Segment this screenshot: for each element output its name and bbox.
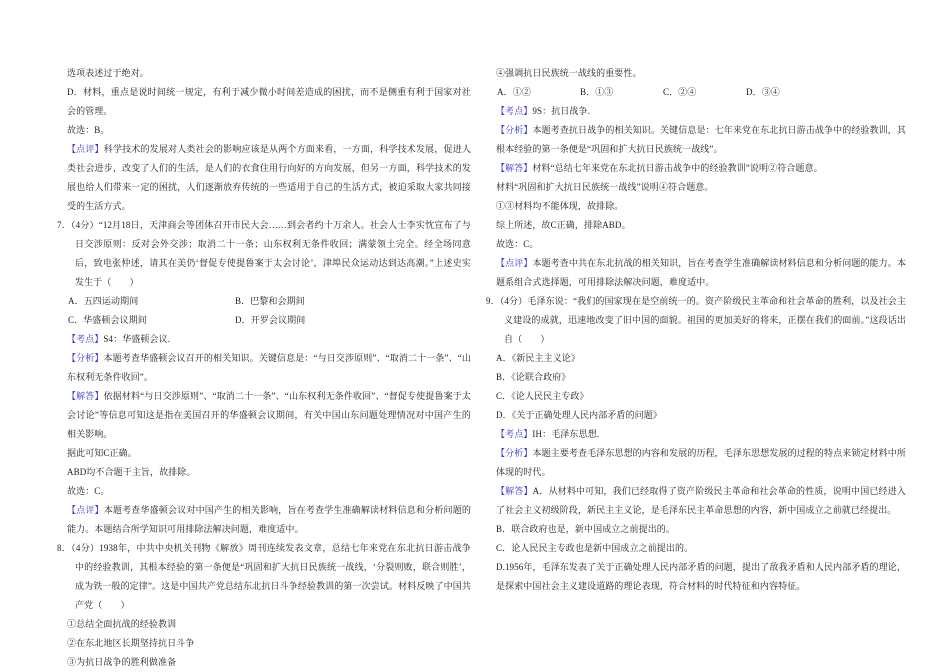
option: C．②④ [663, 87, 697, 97]
option: D．③④ [746, 87, 780, 97]
paragraph: D.1956年，毛泽东发表了关于正确处理人民内部矛盾的问题，提出了敌我矛盾和人民内部矛盾的理论，是探索中国社会主义建设道路的理论表现，符合材料的时代特征和内容特征。 [496, 562, 906, 591]
paragraph: 综上所述，故C正确，排除ABD。 [496, 220, 631, 230]
paragraph: 【点评】科学技术的发展对人类社会的影响应该是从两个方面来看，一方面，科学技术发展，促进人类社会进步，改变了人们的生活，是人们的衣食住用行向好的方向发展，但另一方面，科学技术的发展也给人们带来一定的困扰，人们逐渐放弃传统的一些适用于自己的生活方式，被迫采取大家共同接受的生活方式。 [67, 144, 471, 211]
section-label: 【点评】 [67, 505, 104, 515]
section-label: 【解答】 [496, 163, 533, 173]
paragraph: ①总结全面抗战的经验教训 [67, 619, 177, 629]
section-label: 【解答】 [496, 486, 533, 496]
paragraph: C．论人民民主专政也是新中国成立之前提出的。 [496, 543, 694, 553]
paragraph: 材料“巩固和扩大抗日民族统一战线”说明④符合题意。 [496, 182, 714, 192]
paragraph: ②在东北地区长期坚持抗日斗争 [67, 638, 195, 648]
paragraph: A．《新民主主义论》 [496, 353, 580, 363]
paragraph: 据此可知C正确。 [67, 448, 137, 458]
paragraph: 选项表述过于绝对。 [67, 68, 149, 78]
paragraph: 故选：B。 [67, 125, 110, 135]
paragraph: 【分析】本题考查抗日战争的相关知识。关键信息是：七年来党在东北抗日游击战争中的经验教训，其根本经验的第一条便是“巩固和扩大抗日民族统一战线”。 [496, 125, 906, 154]
section-label: 【分析】 [496, 448, 533, 458]
paragraph: 【分析】本题考查华盛顿会议召开的相关知识。关键信息是：“与日交涉原则”、“取消二十一条”、“山东权利无条件收回”。 [67, 353, 471, 382]
paragraph: 【点评】本题考查华盛顿会议对中国产生的相关影响，旨在考查学生准确解读材料信息和分析问题的能力。本题结合所学知识可用排除法解决问题，难度适中。 [67, 505, 471, 534]
paragraph: 故选：C。 [496, 239, 539, 249]
paragraph: D．材料，重点是说时间统一规定，有利于减少微小时间差造成的困扰，而不是侧重有利于国家对社会的管理。 [67, 87, 471, 116]
option: D．开罗会议期间 [235, 315, 306, 325]
left-column [57, 64, 471, 672]
section-label: 【点评】 [67, 144, 104, 154]
option: B．巴黎和会期间 [235, 296, 305, 306]
paragraph: 【考点】9S：抗日战争. [496, 106, 590, 116]
paragraph: ③为抗日战争的胜利做准备 [67, 657, 177, 667]
option: C．华盛顿会议期间 [68, 315, 147, 325]
paragraph: ABD均不合题干主旨，故排除。 [67, 467, 196, 477]
option: A．五四运动期间 [68, 296, 139, 306]
section-label: 【解答】 [67, 391, 104, 401]
paragraph: 【分析】本题主要考查毛泽东思想的内容和发展的历程，毛泽东思想发展的过程的特点来锁定材料中所体现的时代。 [496, 448, 906, 477]
option-row [497, 83, 906, 102]
paragraph: 【解答】依据材料“与日交涉原则”、“取消二十一条”、“山东权利无条件收回”、“督促专使提鲁案于太会讨论”等信息可知这是指在美国召开的华盛顿会议期间，有关中国山东问题处理情况对中国产生的相关影响。 [67, 391, 471, 439]
paragraph: B．联合政府也是，新中国成立之前提出的。 [496, 524, 676, 534]
paragraph: 【解答】A．从材料中可知，我们已经取得了资产阶级民主革命和社会革命的性质，说明中国已经进入了社会主义初级阶段，新民主主义论，是毛泽东民主革命思想的内容，新中国成立之前就已经提出。 [496, 486, 906, 515]
option: B．①③ [580, 87, 614, 97]
section-label: 【分析】 [67, 353, 104, 363]
section-label: 【考点】 [67, 334, 104, 344]
section-label: 【考点】 [496, 106, 533, 116]
paragraph: ④强调抗日民族统一战线的重要性。 [496, 68, 642, 78]
section-label: 【点评】 [496, 258, 533, 268]
paragraph: ①③材料均不能体现，故排除。 [496, 201, 624, 211]
paragraph: D．《关于正确处理人民内部矛盾的问题》 [496, 410, 662, 420]
section-label: 【考点】 [496, 429, 533, 439]
section-label: 【分析】 [496, 125, 533, 135]
question-item: 8．（4分）1938年，中共中央机关刊物《解放》周刊连续发表文章，总结七年来党在东北抗日游击战争中的经验教训，其根本经验的第一条便是“巩固和扩大抗日民族统一战线，‘分裂则败，联合则胜’，成为铁一般的定律”。这是中国共产党总结东北抗日斗争经验教训的第一次尝试。材料反映了中国共产党（ ） [57, 543, 471, 610]
paragraph: 【点评】本题考查中共在东北抗战的相关知识，旨在考查学生准确解读材料信息和分析问题的能力。本题系组合式选择题，可用排除法解决问题，难度适中。 [496, 258, 906, 287]
right-column [486, 64, 906, 596]
paragraph: 【解答】材料“总结七年来党在东北抗日游击战争中的经验教训”说明②符合题意。 [496, 163, 823, 173]
question-item: 7．（4分）“12月18日，天津商会等团体召开市民大会……到会者约十万余人。社会人士李实忱宣布了与日交涉原则：反对会外交涉；取消二十一条；山东权利无条件收回；满蒙领土完全。经全场同意后，致电张仲述，请其在美仍‘督促专使提鲁案于太会讨论’，津埠民众运动达到达高潮。”上述史实发生于（ ） [57, 220, 471, 287]
question-item: 9．（4分）毛泽东说：“我们的国家现在是空前统一的。资产阶级民主革命和社会革命的胜利，以及社会主义建设的成就，迅速地改变了旧中国的面貌。祖国的更加美好的将来，正摆在我们的面前。”这段话出自（ ） [486, 296, 906, 344]
paragraph: 【考点】S4：华盛顿会议. [67, 334, 171, 344]
paragraph: C．《论人民民主专政》 [496, 391, 589, 401]
paragraph: B．《论联合政府》 [496, 372, 571, 382]
option: A．①② [497, 87, 531, 97]
paragraph: 【考点】IH：毛泽东思想. [496, 429, 600, 439]
paragraph: 故选：C。 [67, 486, 110, 496]
option-row [68, 292, 471, 311]
option-row [68, 311, 471, 330]
